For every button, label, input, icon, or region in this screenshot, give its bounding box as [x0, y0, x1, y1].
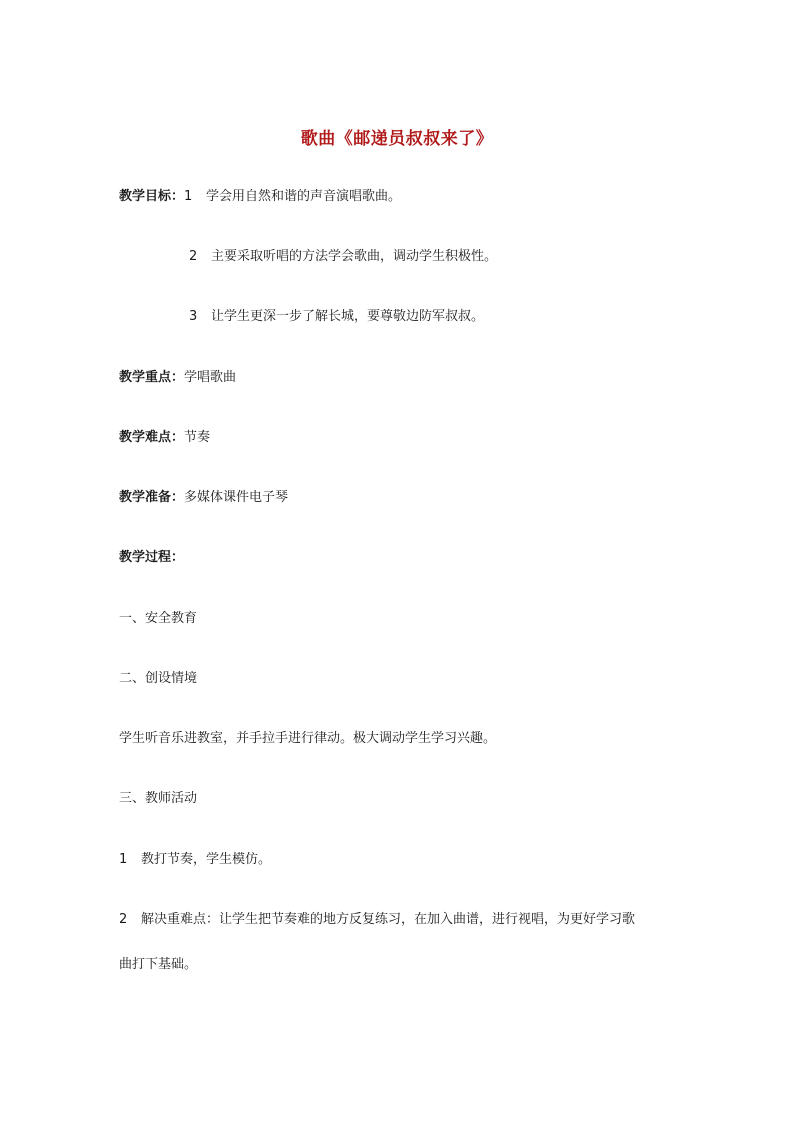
- objective-number: 2: [189, 249, 198, 264]
- preparation-line: [119, 488, 288, 508]
- activity-number: 1: [119, 852, 128, 867]
- activity-text: 解决重难点：让学生把节奏难的地方反复练习，在加入曲谱，进行视唱，为更好学习歌: [141, 912, 636, 927]
- objective-item: [189, 307, 484, 327]
- process-label: 教学过程：: [119, 550, 185, 565]
- objective-number: 1: [184, 189, 193, 204]
- activity-text: 教打节奏，学生模仿。: [141, 852, 272, 867]
- document-title: 歌曲《邮递员叔叔来了》: [300, 129, 494, 149]
- activity-item: [119, 910, 635, 930]
- difficulty-label: 教学难点：: [119, 430, 185, 445]
- activity-number: 2: [119, 912, 128, 927]
- objective-text: 学会用自然和谐的声音演唱歌曲。: [206, 189, 402, 204]
- objective-item: [189, 247, 497, 267]
- key-point-line: [119, 368, 236, 388]
- objectives-line: [119, 187, 401, 207]
- activity-continuation: 曲打下基础。: [119, 957, 198, 972]
- section-heading: 二、创设情境: [119, 671, 198, 686]
- key-point-text: 学唱歌曲: [184, 370, 237, 385]
- process-line: [119, 548, 184, 568]
- objective-number: 3: [189, 309, 198, 324]
- section-paragraph: 学生听音乐进教室，并手拉手进行律动。极大调动学生学习兴趣。: [119, 731, 497, 746]
- preparation-text: 多媒体课件电子琴: [184, 490, 289, 505]
- objective-text: 主要采取听唱的方法学会歌曲，调动学生积极性。: [211, 249, 498, 264]
- section-heading: 三、教师活动: [119, 791, 198, 806]
- section-heading: 一、安全教育: [119, 611, 198, 626]
- key-point-label: 教学重点：: [119, 370, 185, 385]
- preparation-label: 教学准备：: [119, 490, 185, 505]
- difficulty-text: 节奏: [184, 430, 211, 445]
- objectives-label: 教学目标：: [119, 189, 185, 204]
- activity-item: [119, 850, 271, 870]
- difficulty-line: [119, 428, 210, 448]
- objective-text: 让学生更深一步了解长城，要尊敬边防军叔叔。: [211, 309, 485, 324]
